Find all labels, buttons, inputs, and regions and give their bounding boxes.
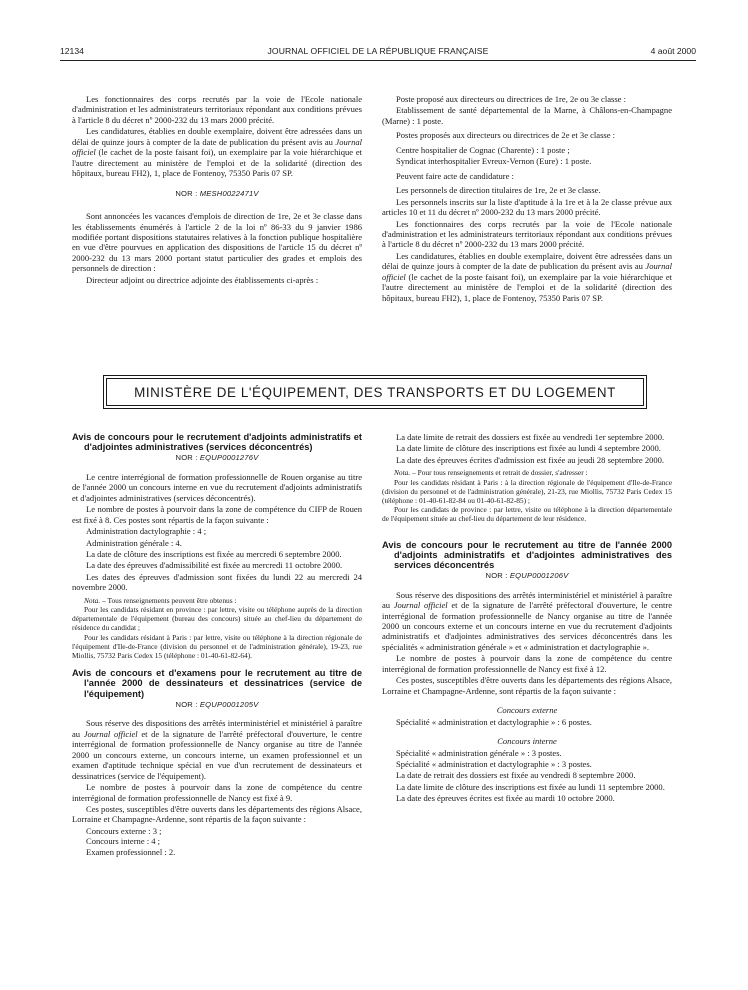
nota-line: Nota. – Tous renseignements peuvent être obtenus : <box>84 595 237 605</box>
paragraph: La date limite de clôture des inscriptions est fixée au lundi 11 septembre 2000. <box>396 781 665 792</box>
paragraph: Ces postes, susceptibles d'être ouverts dans les départements des régions Alsace, Lorraine et Champagne-Ardenne, sont répartis de la façon suivante : <box>72 803 362 825</box>
paragraph: La date de retrait des dossiers est fixée au vendredi 8 septembre 2000. <box>396 770 636 781</box>
list-item: Concours externe : 3 ; <box>86 825 162 836</box>
notice-heading: Avis de concours pour le recrutement au titre de l'année 2000 d'adjoints administratifs et d'adjointes administratives des services déconcentrés <box>382 539 672 570</box>
paragraph: Administration dactylographie : 4 ; <box>86 526 207 537</box>
nota-line: Nota. – Pour tous renseignements et retrait de dossier, s'adresser : <box>394 468 588 478</box>
paragraph: Centre hospitalier de Cognac (Charente) : 1 poste ; <box>396 144 570 155</box>
paragraph: Le nombre de postes à pourvoir dans la zone de compétence du CIFP de Rouen est fixé à 8. Ces postes sont répartis de la façon suivante : <box>72 504 362 525</box>
notice-heading: Avis de concours et d'examens pour le recrutement au titre de l'année 2000 de dessinateurs et dessinatrices (service de l'équipement) <box>72 668 362 699</box>
list-item: Examen professionnel : 2. <box>86 846 176 857</box>
nota-block <box>72 596 362 660</box>
notice-heading: Avis de concours pour le recrutement d'adjoints administratifs et d'adjointes administratives (services déconcentrés) <box>72 432 362 453</box>
paragraph: La date de clôture des inscriptions est fixée au mercredi 6 septembre 2000. <box>86 549 342 560</box>
ministry-title: MINISTÈRE DE L'ÉQUIPEMENT, DES TRANSPORTS ET DU LOGEMENT <box>134 385 616 400</box>
bottom-right-column <box>382 432 672 805</box>
nor-reference: NOR : EQUP0001206V <box>485 571 569 581</box>
paragraph: Sous réserve des dispositions des arrêtés interministériel et ministériel à paraître au Journal officiel et de la signature de l'arrêté préfectoral d'ouverture, le centre interrégional de formation professionnelle de Nancy organise au titre de l'année 2000 un concours externe, un concours interne, un examen professionnel et un examen d'aptitude technique spécial en vue d'un recrutement de dessinateurs et dessinatrices (service de l'équipement). <box>72 718 362 781</box>
paragraph: Les dates des épreuves d'admission sont fixées du lundi 22 au mercredi 24 novembre 2000. <box>72 571 362 593</box>
paragraph: Poste proposé aux directeurs ou directrices de 1re, 2e ou 3e classe : <box>396 94 626 104</box>
nor-reference: NOR : MESH0022471V <box>175 188 259 198</box>
nota-block <box>382 468 672 523</box>
subheading: Concours externe <box>496 705 558 716</box>
nota-line: Pour les candidats de province : par lettre, visite ou téléphone à la direction départementale de l'équipement située au chef-lieu du département de leur résidence. <box>382 505 672 524</box>
header-rule <box>60 60 696 61</box>
paragraph: Le nombre de postes à pourvoir dans la zone de compétence du centre interrégional de formation professionnelle de Nancy est fixé à 12. <box>382 653 672 674</box>
paragraph: Postes proposés aux directeurs ou directrices de 2e et 3e classe : <box>396 130 616 141</box>
bottom-left-column <box>72 432 362 857</box>
paragraph: Sous réserve des dispositions des arrêtés interministériel et ministériel à paraître au Journal officiel et de la signature de l'arrêté préfectoral d'ouverture, le centre interrégional de formation professionnelle de Nancy organise au titre de l'année 2000 un concours externe et un concours interne en vue du recrutement d'adjoints administratifs et d'adjointes administratives des services déconcentrés dans les spécialités « administration générale » et « administration et dactylographie ». <box>382 589 672 652</box>
paragraph: Le nombre de postes à pourvoir dans la zone de compétence du centre interrégional de formation professionnelle de Nancy est fixé à 9. <box>72 782 362 803</box>
paragraph: Le centre interrégional de formation professionnelle de Rouen organise au titre de l'année 2000 un concours interne en vue du recrutement d'adjoints administratifs et d'adjointes administratives (services déconcentrés). <box>72 471 362 503</box>
paragraph: Ces postes, susceptibles d'être ouverts dans les départements des régions Alsace, Lorraine et Champagne-Ardenne, sont répartis de la façon suivante : <box>382 675 672 696</box>
subheading: Concours interne <box>497 736 557 747</box>
paragraph: Spécialité « administration générale » : 3 postes. <box>396 747 562 758</box>
paragraph: Les fonctionnaires des corps recrutés par la voie de l'Ecole nationale d'administration et les administrateurs territoriaux répondant aux conditions prévues à l'article 8 du décret nº 2000-232 du 13 mars 2000 précité. <box>72 94 362 125</box>
paragraph: Peuvent faire acte de candidature : <box>396 170 514 181</box>
paragraph: Spécialité « administration et dactylographie » : 6 postes. <box>396 716 592 727</box>
paragraph: Administration générale : 4. <box>86 537 182 548</box>
issue-date: 4 août 2000 <box>650 46 696 56</box>
journal-title: JOURNAL OFFICIEL DE LA RÉPUBLIQUE FRANÇAISE <box>267 46 489 56</box>
paragraph: Les fonctionnaires des corps recrutés par la voie de l'Ecole nationale d'administration et les administrateurs territoriaux répondant aux conditions prévues à l'article 8 du décret nº 2000-232 du 13 mars 2000 précité. <box>382 218 672 250</box>
nota-line: Pour les candidats résidant à Paris : par lettre, visite ou téléphone à la direction régionale de l'équipement d'Ile-de-France (division du personnel et de l'administration générale), 19-23, rue Miollis, 75732 Paris Cedex 15 (téléphone : 01-40-61-82-64). <box>72 632 362 661</box>
paragraph: Sont annoncées les vacances d'emplois de direction de 1re, 2e et 3e classe dans les établissements énumérés à l'article 2 de la loi nº 86-33 du 9 janvier 1986 modifiée portant dispositions statutaires relatives à la fonction publique hospitalière en vue d'être pourvues en application des dispositions de l'article 15 du décret nº 2000-232 du 13 mars 2000 portant statut particulier des grades et emplois des personnels de direction : <box>72 211 362 274</box>
paragraph: Etablissement de santé départemental de la Marne, à Châlons-en-Champagne (Marne) : 1 poste. <box>382 105 672 126</box>
paragraph: Syndicat interhospitalier Evreux-Vernon (Eure) : 1 poste. <box>396 156 592 167</box>
paragraph: La date des épreuves d'admissibilité est fixée au mercredi 11 octobre 2000. <box>86 560 343 571</box>
top-left-column <box>72 94 362 286</box>
page-number: 12134 <box>60 46 84 56</box>
paragraph: La date des épreuves écrites est fixée au mardi 10 octobre 2000. <box>396 793 615 804</box>
nota-line: Pour les candidats résidant à Paris : à la direction régionale de l'équipement d'Ile-de-France (division du personnel et de l'administration générale), 21-23, rue Miollis, 75732 Paris Cedex 15 (téléphone : 01-40-61-82-84 ou 01-40-61-82-85) ; <box>382 477 672 505</box>
paragraph: Les candidatures, établies en double exemplaire, doivent être adressées dans un délai de quinze jours à compter de la date de publication du présent avis au Journal officiel (le cachet de la poste faisant foi), un exemplaire par la voie hiérarchique et l'autre directement au ministère de l'emploi et de la solidarité (direction des hôpitaux, bureau FH2), 1, place de Fontenoy, 75350 Paris 07 SP. <box>72 126 362 179</box>
paragraph: Spécialité « administration et dactylographie » : 3 postes. <box>396 758 592 769</box>
top-right-column <box>382 94 672 304</box>
ministry-banner <box>106 378 644 406</box>
list-item: Concours interne : 4 ; <box>86 836 161 847</box>
paragraph: La date limite de retrait des dossiers est fixée au vendredi 1er septembre 2000. <box>396 432 665 442</box>
nota-line: Pour les candidats résidant en province : par lettre, visite ou téléphone auprès de la direction départementale de l'équipement (bureau des concours) située au chef-lieu du département de résidence du candidat ; <box>72 605 362 633</box>
paragraph: Les personnels inscrits sur la liste d'aptitude à la 1re et à la 2e classe prévue aux articles 10 et 11 du décret nº 2000-232 du 13 mars 2000 précité. <box>382 196 672 218</box>
nor-reference: NOR : EQUP0001205V <box>175 699 259 709</box>
paragraph: La date des épreuves écrites d'admission est fixée au jeudi 28 septembre 2000. <box>396 454 665 465</box>
paragraph: La date limite de clôture des inscriptions est fixée au lundi 4 septembre 2000. <box>396 443 661 454</box>
paragraph: Les personnels de direction titulaires de 1re, 2e et 3e classe. <box>396 185 601 196</box>
paragraph: Directeur adjoint ou directrice adjointe des établissements ci-après : <box>86 274 319 285</box>
nor-reference: NOR : EQUP0001276V <box>175 453 259 463</box>
paragraph: Les candidatures, établies en double exemplaire, doivent être adressées dans un délai de quinze jours à compter de la date de publication du présent avis au Journal officiel (le cachet de la poste faisant foi), un exemplaire par la voie hiérarchique et l'autre directement au ministère de l'emploi et de la solidarité (direction des hôpitaux, bureau FH2), 1, place de Fontenoy, 75350 Paris 07 SP. <box>382 250 672 303</box>
post-list <box>72 826 362 857</box>
